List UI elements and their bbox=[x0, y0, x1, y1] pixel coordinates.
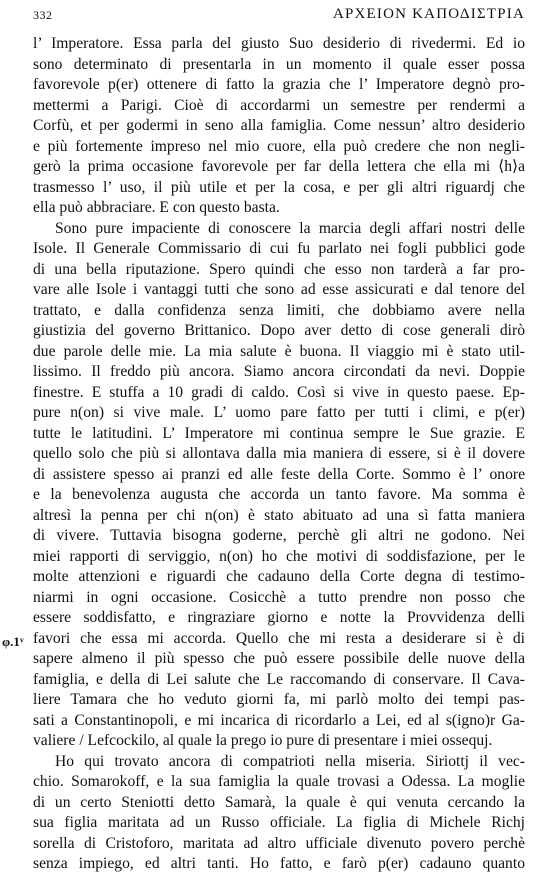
text-line: famiglia, e della di Lei salute che Le raccomando di conservare. Il Cava- bbox=[33, 670, 525, 688]
text-line: Sono pure impaciente di conoscere la marcia degli affari nostri delle bbox=[55, 219, 525, 237]
text-line: mettermi a Parigi. Cioè di accordarmi un semestre per rendermi a bbox=[33, 96, 525, 114]
text-line: niarmi in ogni occasione. Cosicchè a tutto prendre non posso che bbox=[33, 588, 525, 606]
text-line: giustizia del governo Brittanico. Dopo aver detto di cose generali dirò bbox=[33, 322, 525, 339]
running-head: ΑΡΧΕΙΟΝ ΚΑΠΟΔΙΣΤΡΙΑ bbox=[332, 6, 525, 22]
text-line: Corfù, et per godermi in seno alla famiglia. Come nessun’ altro desiderio bbox=[33, 117, 525, 134]
text-line: miei rapporti di serviggio, n(on) ho che motivi di soddisfazione, per le bbox=[33, 547, 525, 565]
text-line: altresì la penna per chi n(on) è stato abituato ad una sì fatta maniera bbox=[33, 506, 525, 524]
text-line: sua figlia maritata ad un Russo officiale. La figlia di Michele Richj bbox=[33, 814, 525, 831]
page-header bbox=[33, 6, 525, 26]
text-line: Isole. Il Generale Commissario di cui fu parlato nei fogli pubblici gode bbox=[33, 240, 525, 257]
text-line: trattato, e dalla confidenza senza limiti, che dobbiamo avere nella bbox=[33, 301, 525, 319]
text-line: chio. Somarokoff, e la sua famiglia la quale trovasi a Odessa. La moglie bbox=[33, 773, 525, 790]
text-line: Ho qui trovato ancora di compatrioti nella miseria. Siriottj il vec- bbox=[55, 752, 525, 770]
text-line: molte attenzioni e riguardi che cadauno della Corte degna di testimo- bbox=[33, 568, 525, 585]
text-line: sorella di Cristoforo, maritata ad altro ufficiale divenuto povero perchè bbox=[33, 834, 525, 852]
text-line: valiere / Lefcockilo, al quale la prego io pure di presentare i miei ossequj. bbox=[33, 732, 493, 749]
text-line: liere Tamara che ho veduto giorni fa, mi parlò molto dei tempi pas- bbox=[33, 691, 525, 708]
text-line: quello solo che più si allontava dalla mia maniera di essere, si è il dovere bbox=[33, 445, 525, 462]
text-line: di un certo Steniotti detto Samarà, la quale è qui venuta cercando la bbox=[33, 793, 525, 811]
text-line: vare alle Isole i vantaggi tutti che sono ad esse assicurati e dal tenore del bbox=[33, 281, 525, 298]
text-line: favorevole p(er) ottenere di fatto la grazia che l’ Imperatore degnò pro- bbox=[33, 76, 525, 93]
text-line: l’ Imperatore. Essa parla del giusto Suo desiderio di rivedermi. Ed io bbox=[33, 35, 525, 52]
text-line: gerò la prima occasione favorevole per far della lettera che ella mi ⟨h⟩a bbox=[33, 158, 525, 175]
folio-margin-note: φ.1ᵛ bbox=[2, 634, 24, 649]
text-line: di una bella riputazione. Spero quindi che esso non tarderà a far pro- bbox=[33, 260, 525, 278]
text-line: tutte le latitudini. L’ Imperatore mi continua sempre le Sue grazie. E bbox=[33, 424, 525, 442]
text-line: di assistere spesso ai pranzi ed alle feste della Corte. Sommo è l’ onore bbox=[33, 465, 525, 483]
text-line: e la benevolenza augusta che accorda un tanto favore. Ma somma è bbox=[33, 486, 525, 503]
text-line: essere soddisfatto, e ringraziare giorno e notte la Provvidenza delli bbox=[33, 609, 525, 626]
text-line: sapere almeno il più spesso che può essere possibile delle nuove della bbox=[33, 650, 525, 667]
body-text bbox=[33, 34, 525, 875]
text-line: ella può abbraciare. E con questo basta. bbox=[33, 199, 280, 216]
text-line: favori che essa mi accorda. Quello che mi resta a desiderare si è di bbox=[33, 629, 525, 647]
text-line: lissimo. Il freddo più ancora. Siamo ancora circondati da nevi. Doppie bbox=[33, 363, 525, 380]
text-line: senza impiego, ed altri tanti. Ho fatto, e farò p(er) cadauno quanto bbox=[33, 855, 525, 872]
text-line: trasmesso l’ uso, il più utile et per la cosa, e per gli altri riguardj che bbox=[33, 178, 525, 196]
page-number: 332 bbox=[33, 8, 53, 22]
text-line: due parole delle mie. La mia salute è buona. Il viaggio mi è stato util- bbox=[33, 342, 525, 360]
text-line: finestre. E stuffa a 10 gradi di caldo. Così si vive in questo paese. Ep- bbox=[33, 383, 525, 401]
text-line: pure n(on) si vive male. L’ uomo pare fatto per tutti i climi, e p(er) bbox=[33, 404, 525, 421]
text-line: sono determinato di presentarla in un momento il quale esser possa bbox=[33, 55, 525, 73]
text-line: e più fortemente impreso nel mio cuore, ella può credere che non negli- bbox=[33, 137, 525, 155]
text-line: di vivere. Tuttavia bisogna goderne, perchè gli altri ne godono. Nei bbox=[33, 527, 525, 544]
text-line: sati a Constantinopoli, e mi incarica di ricordarlo a Lei, ed al s(igno)r Ga- bbox=[33, 711, 525, 729]
